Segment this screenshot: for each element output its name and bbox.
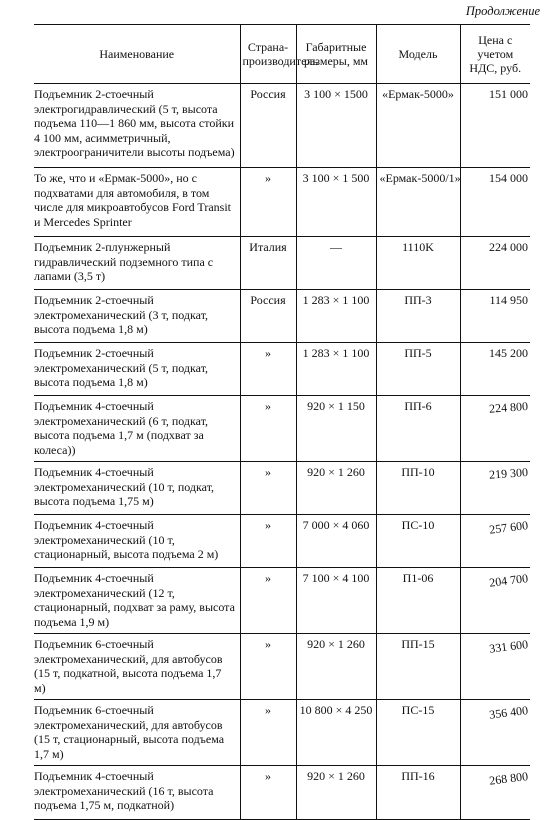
cell-price: [460, 568, 530, 634]
cell-name: Подъемник 4-стоечный электромеханический (16 т, высота подъема 1,75 м, подкатной): [34, 766, 240, 820]
cell-country: »: [240, 634, 296, 700]
cell-model: «Ермак-5000»: [376, 84, 460, 168]
cell-country: »: [240, 766, 296, 820]
price-value: 114 950: [489, 293, 528, 307]
header-size: Габаритные размеры, мм: [296, 25, 376, 84]
table-row: [34, 168, 530, 237]
price-value: 219 300: [488, 465, 529, 482]
cell-country: »: [240, 396, 296, 462]
cell-price: [460, 766, 530, 820]
cell-country: Россия: [240, 84, 296, 168]
cell-size: 920 × 1 260: [296, 634, 376, 700]
cell-price: [460, 462, 530, 515]
price-value: 151 000: [489, 87, 528, 101]
cell-name: Подъемник 6-стоечный электромеханический, для автобусов (15 т, стационарный, высота подъема 1,7 м): [34, 700, 240, 766]
cell-name: Подъемник 4-стоечный электромеханический (10 т, подкат, высота подъема 1,75 м): [34, 462, 240, 515]
cell-size: 3 100 × 1500: [296, 84, 376, 168]
cell-price: [460, 343, 530, 396]
cell-size: 1 283 × 1 100: [296, 343, 376, 396]
price-value: 154 000: [489, 171, 528, 185]
cell-size: 7 000 × 4 060: [296, 515, 376, 568]
cell-country: Россия: [240, 290, 296, 343]
table-row: [34, 462, 530, 515]
table-row: [34, 84, 530, 168]
cell-country: »: [240, 462, 296, 515]
cell-size: 920 × 1 260: [296, 766, 376, 820]
table-row: [34, 343, 530, 396]
cell-model: ПП-15: [376, 634, 460, 700]
cell-name: Подъемник 2-стоечный электромеханический (3 т, подкат, высота подъема 1,8 м): [34, 290, 240, 343]
cell-price: [460, 396, 530, 462]
cell-country: »: [240, 515, 296, 568]
cell-name: Подъемник 2-стоечный электрогидравлический (5 т, высота подъема 110—1 860 мм, высота стойки 4 100 мм, асимметричный, электроограничители высоты подъема): [34, 87, 235, 159]
cell-model: ПП-5: [376, 343, 460, 396]
cell-price: [460, 700, 530, 766]
price-value: 145 200: [489, 346, 528, 360]
cell-size: 920 × 1 260: [296, 462, 376, 515]
cell-model: ПС-10: [376, 515, 460, 568]
cell-name: Подъемник 4-стоечный электромеханический (12 т, стационарный, подхват за раму, высота подъема 1,9 м): [34, 568, 240, 634]
cell-name: Подъемник 2-плунжерный гидравлический подземного типа с лапами (3,5 т): [34, 237, 240, 290]
cell-name: То же, что и «Ермак-5000», но с подхватами для автомобиля, в том числе для микроавтобусов Ford Transit и Mercedes Sprinter: [34, 168, 240, 237]
price-value: 268 800: [488, 769, 529, 788]
cell-country: »: [240, 343, 296, 396]
table-row: [34, 237, 530, 290]
cell-country: »: [240, 168, 296, 237]
cell-size: 3 100 × 1 500: [296, 168, 376, 237]
cell-name: Подъемник 4-стоечный электромеханический (10 т, стационарный, высота подъема 2 м): [34, 515, 240, 568]
price-value: 224 000: [489, 240, 528, 254]
cell-country: Италия: [240, 237, 296, 290]
cell-model: ПП-3: [376, 290, 460, 343]
cell-size: 10 800 × 4 250: [296, 700, 376, 766]
cell-name: Подъемник 6-стоечный электромеханический, для автобусов (15 т, подкатной, высота подъема 1,7 м): [34, 634, 240, 700]
header-model: Модель: [376, 25, 460, 84]
cell-name: Подъемник 4-стоечный электромеханический (6 т, подкат, высота подъема 1,7 м (подхват за колеса)): [34, 396, 240, 462]
table-row: [34, 290, 530, 343]
price-value: 356 400: [488, 703, 529, 722]
table-row: [34, 568, 530, 634]
table-row: [34, 766, 530, 820]
price-value: 224 800: [488, 399, 529, 416]
price-value: 257 600: [488, 518, 529, 537]
cell-price: [460, 168, 530, 237]
cell-size: 7 100 × 4 100: [296, 568, 376, 634]
cell-size: 1 283 × 1 100: [296, 290, 376, 343]
continuation-label: Продолжение: [465, 4, 540, 18]
cell-price: [460, 634, 530, 700]
cell-country: »: [240, 700, 296, 766]
table-row: [34, 396, 530, 462]
price-table: [34, 24, 530, 820]
table-row: [34, 515, 530, 568]
cell-model: ПП-6: [376, 396, 460, 462]
price-value: 204 700: [488, 571, 529, 590]
table-row: [34, 700, 530, 766]
cell-size: —: [296, 237, 376, 290]
cell-model: 1110K: [376, 237, 460, 290]
cell-size: 920 × 1 150: [296, 396, 376, 462]
cell-model: ПП-10: [376, 462, 460, 515]
cell-name: Подъемник 2-стоечный электромеханический (5 т, подкат, высота подъема 1,8 м): [34, 343, 240, 396]
cell-price: [460, 84, 530, 168]
cell-price: [460, 515, 530, 568]
cell-price: [460, 237, 530, 290]
header-country: Страна-производитель: [240, 25, 296, 84]
price-value: 331 600: [488, 637, 529, 656]
header-price: Цена с учетом НДС, руб.: [460, 25, 530, 84]
cell-price: [460, 290, 530, 343]
cell-country: »: [240, 568, 296, 634]
cell-model: П1-06: [376, 568, 460, 634]
table-row: [34, 634, 530, 700]
table-header-row: [34, 25, 530, 84]
header-name: Наименование: [34, 25, 240, 84]
cell-model: ПП-16: [376, 766, 460, 820]
cell-model: «Ермак-5000/1»: [376, 168, 460, 237]
cell-model: ПС-15: [376, 700, 460, 766]
